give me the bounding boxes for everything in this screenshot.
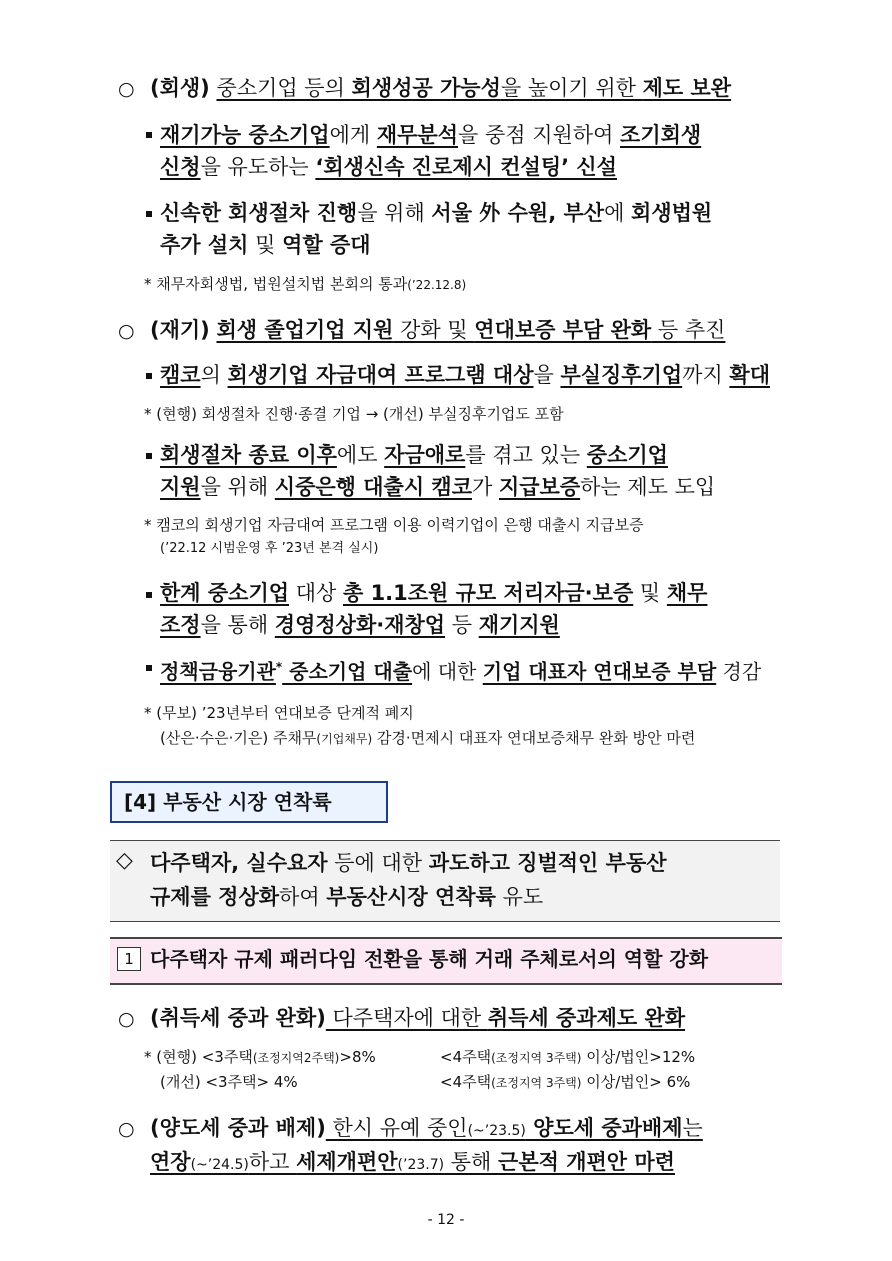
section-heading-restart: (재기) 회생 졸업기업 지원 강화 및 연대보증 부담 완화 등 추진 (150, 318, 726, 342)
footnote-current-b: <4주택(조정지역 3주택) 이상/법인>12% (440, 1048, 696, 1066)
item-consulting-line1: 재기가능 중소기업에게 재무분석을 중점 지원하여 조기회생 (160, 123, 702, 147)
footnote: * 채무자회생법, 법원설치법 본회의 통과(’22.12.8) (144, 275, 467, 293)
subsection-title: 다주택자 규제 패러다임 전환을 통해 거래 주체로서의 역할 강화 (150, 947, 709, 971)
bullet-square (146, 453, 152, 459)
footnote: * (현행) 회생절차 진행·종결 기업 → (개선) 부실징후기업도 포함 (144, 405, 564, 423)
bullet-circle: ○ (118, 78, 135, 100)
bullet-square (146, 592, 152, 598)
item-joint-guarantee: 정책금융기관* 중소기업 대출에 대한 기업 대표자 연대보증 부담 경감 (160, 659, 762, 684)
item-court-line1: 신속한 회생절차 진행을 위해 서울 外 수원, 부산에 회생법원 (160, 201, 713, 225)
heading-acquisition-tax: (취득세 중과 완화) 다주택자에 대한 취득세 중과제도 완화 (150, 1006, 686, 1030)
footnote-improved: (개선) <3주택> 4% (160, 1073, 298, 1091)
bullet-circle: ○ (118, 1008, 135, 1030)
section-heading-rehab (150, 73, 731, 103)
item-guarantee-line2: 지원을 위해 시중은행 대출시 캠코가 지급보증하는 제도 도입 (160, 475, 716, 499)
summary-line2: 규제를 정상화하여 부동산시장 연착륙 유도 (150, 885, 544, 909)
subsection-number: 1 (117, 947, 141, 971)
item-court-line2: 추가 설치 및 역할 증대 (160, 233, 371, 257)
footnote-cont: (산은·수은·기은) 주채무(기업채무) 감경·면제시 대표자 연대보증채무 완화 방안 마련 (160, 729, 696, 747)
item-support-line1: 한계 중소기업 대상 총 1.1조원 규모 저리자금·보증 및 채무 (160, 581, 708, 605)
heading-transfer-tax-line1: (양도세 중과 배제) 한시 유예 중인(~’23.5) 양도세 중과배제는 (150, 1116, 703, 1140)
summary-line1: 다주택자, 실수요자 등에 대한 과도하고 징벌적인 부동산 (150, 851, 667, 875)
footnote: * (무보) ’23년부터 연대보증 단계적 폐지 (144, 704, 414, 722)
heading-transfer-tax-line2: 연장(~’24.5)하고 세제개편안(’23.7) 통해 근본적 개편안 마련 (150, 1150, 675, 1174)
diamond-icon: ◇ (116, 848, 133, 873)
item-support-line2: 조정을 통해 경영정상화·재창업 등 재기지원 (160, 613, 560, 637)
bullet-circle: ○ (118, 320, 135, 342)
bullet-circle: ○ (118, 1118, 135, 1140)
section-title-real-estate: [4] 부동산 시장 연착륙 (110, 781, 388, 823)
bullet-square (146, 211, 152, 217)
footnote-cont: (’22.12 시범운영 후 ’23년 본격 실시) (160, 541, 379, 556)
footnote-improved-b: <4주택(조정지역 3주택) 이상/법인> 6% (440, 1073, 691, 1091)
item-guarantee-line1: 회생절차 종료 이후에도 자금애로를 겪고 있는 중소기업 (160, 443, 668, 467)
bullet-square (146, 373, 152, 379)
heading-label: (회생) (150, 76, 210, 100)
bullet-square (146, 132, 152, 138)
item-kamco-expand: 캠코의 회생기업 자금대여 프로그램 대상을 부실징후기업까지 확대 (160, 363, 770, 387)
footnote: * 캠코의 회생기업 자금대여 프로그램 이용 이력기업이 은행 대출시 지급보증 (144, 516, 644, 534)
bullet-square (146, 665, 152, 671)
underlined-text: 중소기업 등의 회생성공 가능성을 높이기 위한 제도 보완 (216, 76, 732, 100)
item-consulting-line2: 신청을 유도하는 ‘회생신속 진로제시 컨설팅’ 신설 (160, 155, 617, 179)
page-number: - 12 - (427, 1212, 465, 1228)
footnote-current: * (현행) <3주택(조정지역2주택)>8% (144, 1048, 376, 1066)
